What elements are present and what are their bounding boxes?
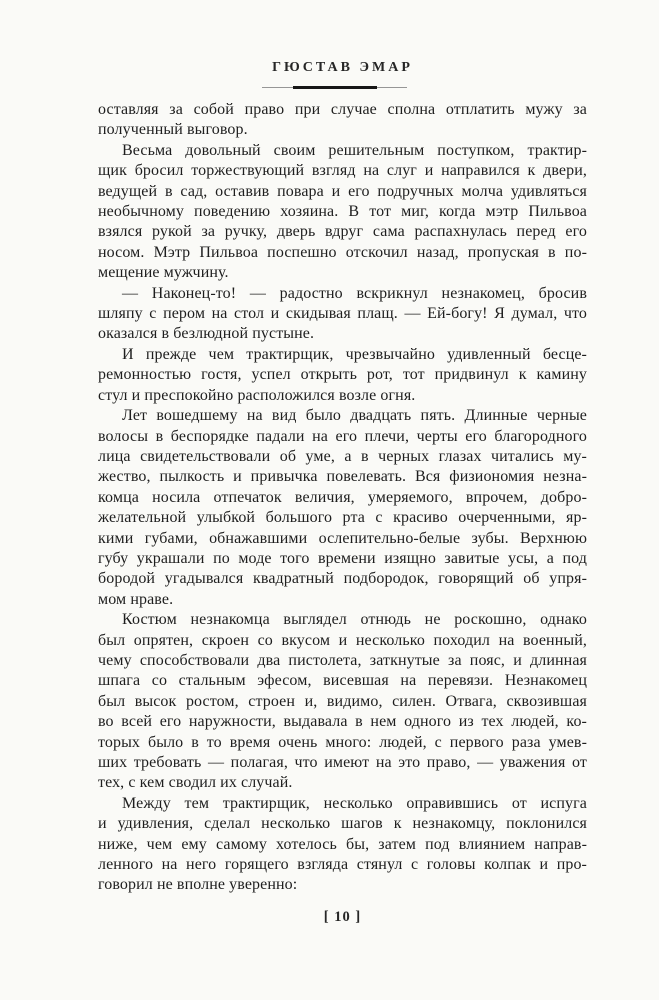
text-line: мом нраве. — [98, 590, 174, 608]
text-line: чему способствовали два пистолета, заткнутые за пояс, и длинная — [98, 651, 587, 669]
text-line: ведущей в сад, оставив повара и его подручных молча удивляться — [98, 182, 587, 200]
header-ornament-rule — [262, 86, 407, 90]
paragraph — [98, 141, 587, 284]
text-line: полученный выговор. — [98, 121, 248, 139]
text-line: ших требовать — полагая, что имеют на это право, — уважения от — [98, 754, 587, 771]
paragraph — [98, 610, 587, 794]
text-line: ленного на него горящего взгляда стянул с головы колпак и про- — [98, 856, 587, 874]
page-number: [ 10 ] — [323, 909, 362, 925]
text-line: носом. Мэтр Пильвоа поспешно отскочил назад, пропуская в по- — [98, 243, 587, 261]
text-line: бородой угадывался квадратный подбородок, говорящий об упря- — [98, 570, 587, 588]
rule-thick-line — [293, 86, 377, 89]
body-text — [98, 100, 587, 896]
text-line: — Наконец-то! — радостно вскрикнул незнакомец, бросив — [122, 284, 587, 302]
text-line: стул и преспокойно расположился возле огня. — [98, 386, 416, 404]
text-line: Весьма довольный своим решительным поступком, трактир- — [122, 141, 587, 159]
text-line: Костюм незнакомца выглядел отнюдь не роскошно, однако — [122, 611, 587, 629]
paragraph — [98, 794, 587, 896]
text-line: лица свидетельствовали об уме, а в черных глазах читались му- — [98, 447, 587, 465]
text-line: губу украшали по моде того времени изящно завитые усы, а под — [98, 549, 587, 567]
text-line: ремонностью гостя, успел открыть рот, тот придвинул к камину — [98, 366, 587, 384]
text-line: волосы в беспорядке падали на его плечи, черты его благородного — [98, 427, 587, 445]
running-head-author: ГЮСТАВ ЭМАР — [272, 60, 413, 75]
text-line: комца носила отпечаток величия, умеряемого, впрочем, добро- — [98, 488, 587, 506]
text-line: взялся рукой за ручку, дверь вдруг сама распахнулась перед его — [98, 223, 587, 241]
text-line: шпага со стальным эфесом, висевшая на перевязи. Незнакомец — [98, 672, 587, 690]
text-line: жество, пылкость и привычка повелевать. Вся физиономия незна- — [98, 468, 587, 486]
paragraph — [98, 100, 587, 141]
paragraph — [98, 406, 587, 610]
text-line: Лет вошедшему на вид было двадцать пять. Длинные черные — [122, 407, 587, 425]
paragraph — [98, 284, 587, 345]
text-line: во всей его наружности, выдавала в нем одного из тех людей, ко- — [98, 713, 587, 731]
text-line: был опрятен, скроен со вкусом и несколько походил на военный, — [98, 631, 587, 649]
text-line: шляпу с пером на стол и скидывая плащ. — Ей-богу! Я думал, что — [98, 305, 587, 323]
text-line: необычному поведению хозяина. В тот миг, когда мэтр Пильвоа — [98, 203, 587, 221]
text-line: тех, с кем сводил их случай. — [98, 774, 293, 792]
text-line: был высок ростом, строен и, видимо, силен. Отвага, сквозившая — [98, 692, 587, 710]
text-line: кими губами, обнажавшими ослепительно-белые зубы. Верхнюю — [98, 529, 587, 547]
text-line: желательной улыбкой большого рта с красиво очерченными, яр- — [98, 509, 587, 527]
text-line: Между тем трактирщик, несколько оправившись от испуга — [122, 794, 587, 812]
text-line: оказался в безлюдной пустыне. — [98, 325, 315, 343]
text-line: и удивления, сделал несколько шагов к незнакомцу, поклонился — [98, 815, 587, 833]
text-line: мещение мужчину. — [98, 264, 229, 282]
text-line: И прежде чем трактирщик, чрезвычайно удивленный бесце- — [122, 345, 587, 363]
text-line: оставляя за собой право при случае сполна отплатить мужу за — [98, 101, 587, 118]
text-line: ниже, чем ему самому хотелось бы, затем под влиянием направ- — [98, 835, 587, 853]
paragraph — [98, 345, 587, 406]
text-line: щик бросил торжествующий взгляд на слуг и направился к двери, — [98, 162, 587, 180]
text-line: говорил не вполне уверенно: — [98, 876, 298, 894]
text-line: торых было в то время очень много: людей, с первого раза умев- — [98, 733, 587, 751]
